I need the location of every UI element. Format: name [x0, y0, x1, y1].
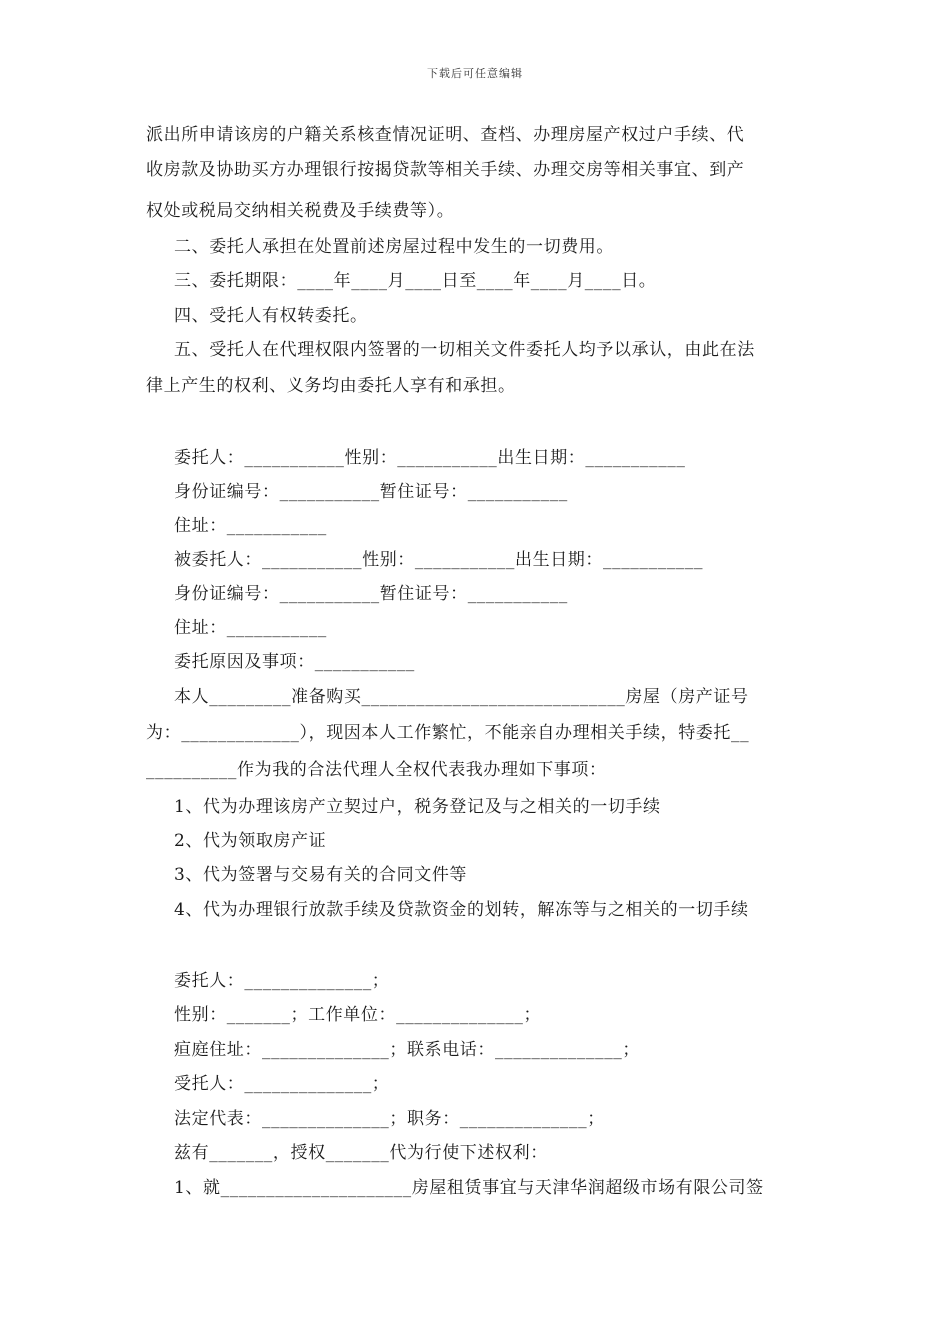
page-header: 下载后可任意编辑 [427, 67, 523, 80]
form-line: 被委托人：___________性别：___________出生日期：___________ [174, 550, 704, 570]
paragraph-line: 二、委托人承担在处置前述房屋过程中发生的一切费用。 [174, 237, 614, 257]
list-item: 1、代为办理该房产立契过户，税务登记及与之相关的一切手续 [174, 797, 661, 817]
form-line: 委托原因及事项：___________ [174, 652, 415, 672]
paragraph-line: 权处或税局交纳相关税费及手续费等）。 [146, 201, 455, 221]
paragraph-line: 律上产生的权利、义务均由委托人享有和承担。 [146, 376, 516, 396]
list-item: 3、代为签署与交易有关的合同文件等 [174, 865, 468, 885]
list-item: 4、代为办理银行放款手续及贷款资金的划转，解冻等与之相关的一切手续 [174, 900, 749, 920]
paragraph-line: 三、委托期限：____年____月____日至____年____月____日。 [174, 271, 657, 291]
form-line: 兹有_______，授权_______代为行使下述权利： [174, 1143, 548, 1163]
form-line: 住址：___________ [174, 618, 327, 638]
paragraph-line: 为：_____________），现因本人工作繁忙，不能亲自办理相关手续，特委托__ [146, 723, 750, 743]
form-line: 性别：_______；工作单位：______________； [174, 1005, 542, 1025]
form-line: 1、就_____________________房屋租赁事宜与天津华润超级市场有限公司签 [174, 1178, 764, 1198]
form-line: 身份证编号：___________暂住证号：___________ [174, 584, 568, 604]
form-line: 身份证编号：___________暂住证号：___________ [174, 482, 568, 502]
form-line: 委托人：______________； [174, 971, 390, 991]
paragraph-line: 四、受托人有权转委托。 [174, 306, 368, 326]
paragraph-line: 五、受托人在代理权限内签署的一切相关文件委托人均予以承认，由此在法 [174, 340, 755, 360]
form-line: 住址：___________ [174, 516, 327, 536]
paragraph-line: 本人_________准备购买_____________________________房屋（房产证号 [174, 687, 749, 707]
paragraph-line: __________作为我的合法代理人全权代表我办理如下事项： [146, 760, 607, 780]
form-line: 疸庭住址：______________；联系电话：______________； [174, 1040, 640, 1060]
form-line: 受托人：______________； [174, 1074, 390, 1094]
form-line: 委托人：___________性别：___________出生日期：___________ [174, 448, 686, 468]
form-line: 法定代表：______________；职务：______________； [174, 1109, 605, 1129]
paragraph-line: 派出所申请该房的户籍关系核查情况证明、查档、办理房屋产权过户手续、代 [146, 125, 745, 145]
list-item: 2、代为领取房产证 [174, 831, 327, 851]
paragraph-line: 收房款及协助买方办理银行按揭贷款等相关手续、办理交房等相关事宜、到产 [146, 160, 745, 180]
